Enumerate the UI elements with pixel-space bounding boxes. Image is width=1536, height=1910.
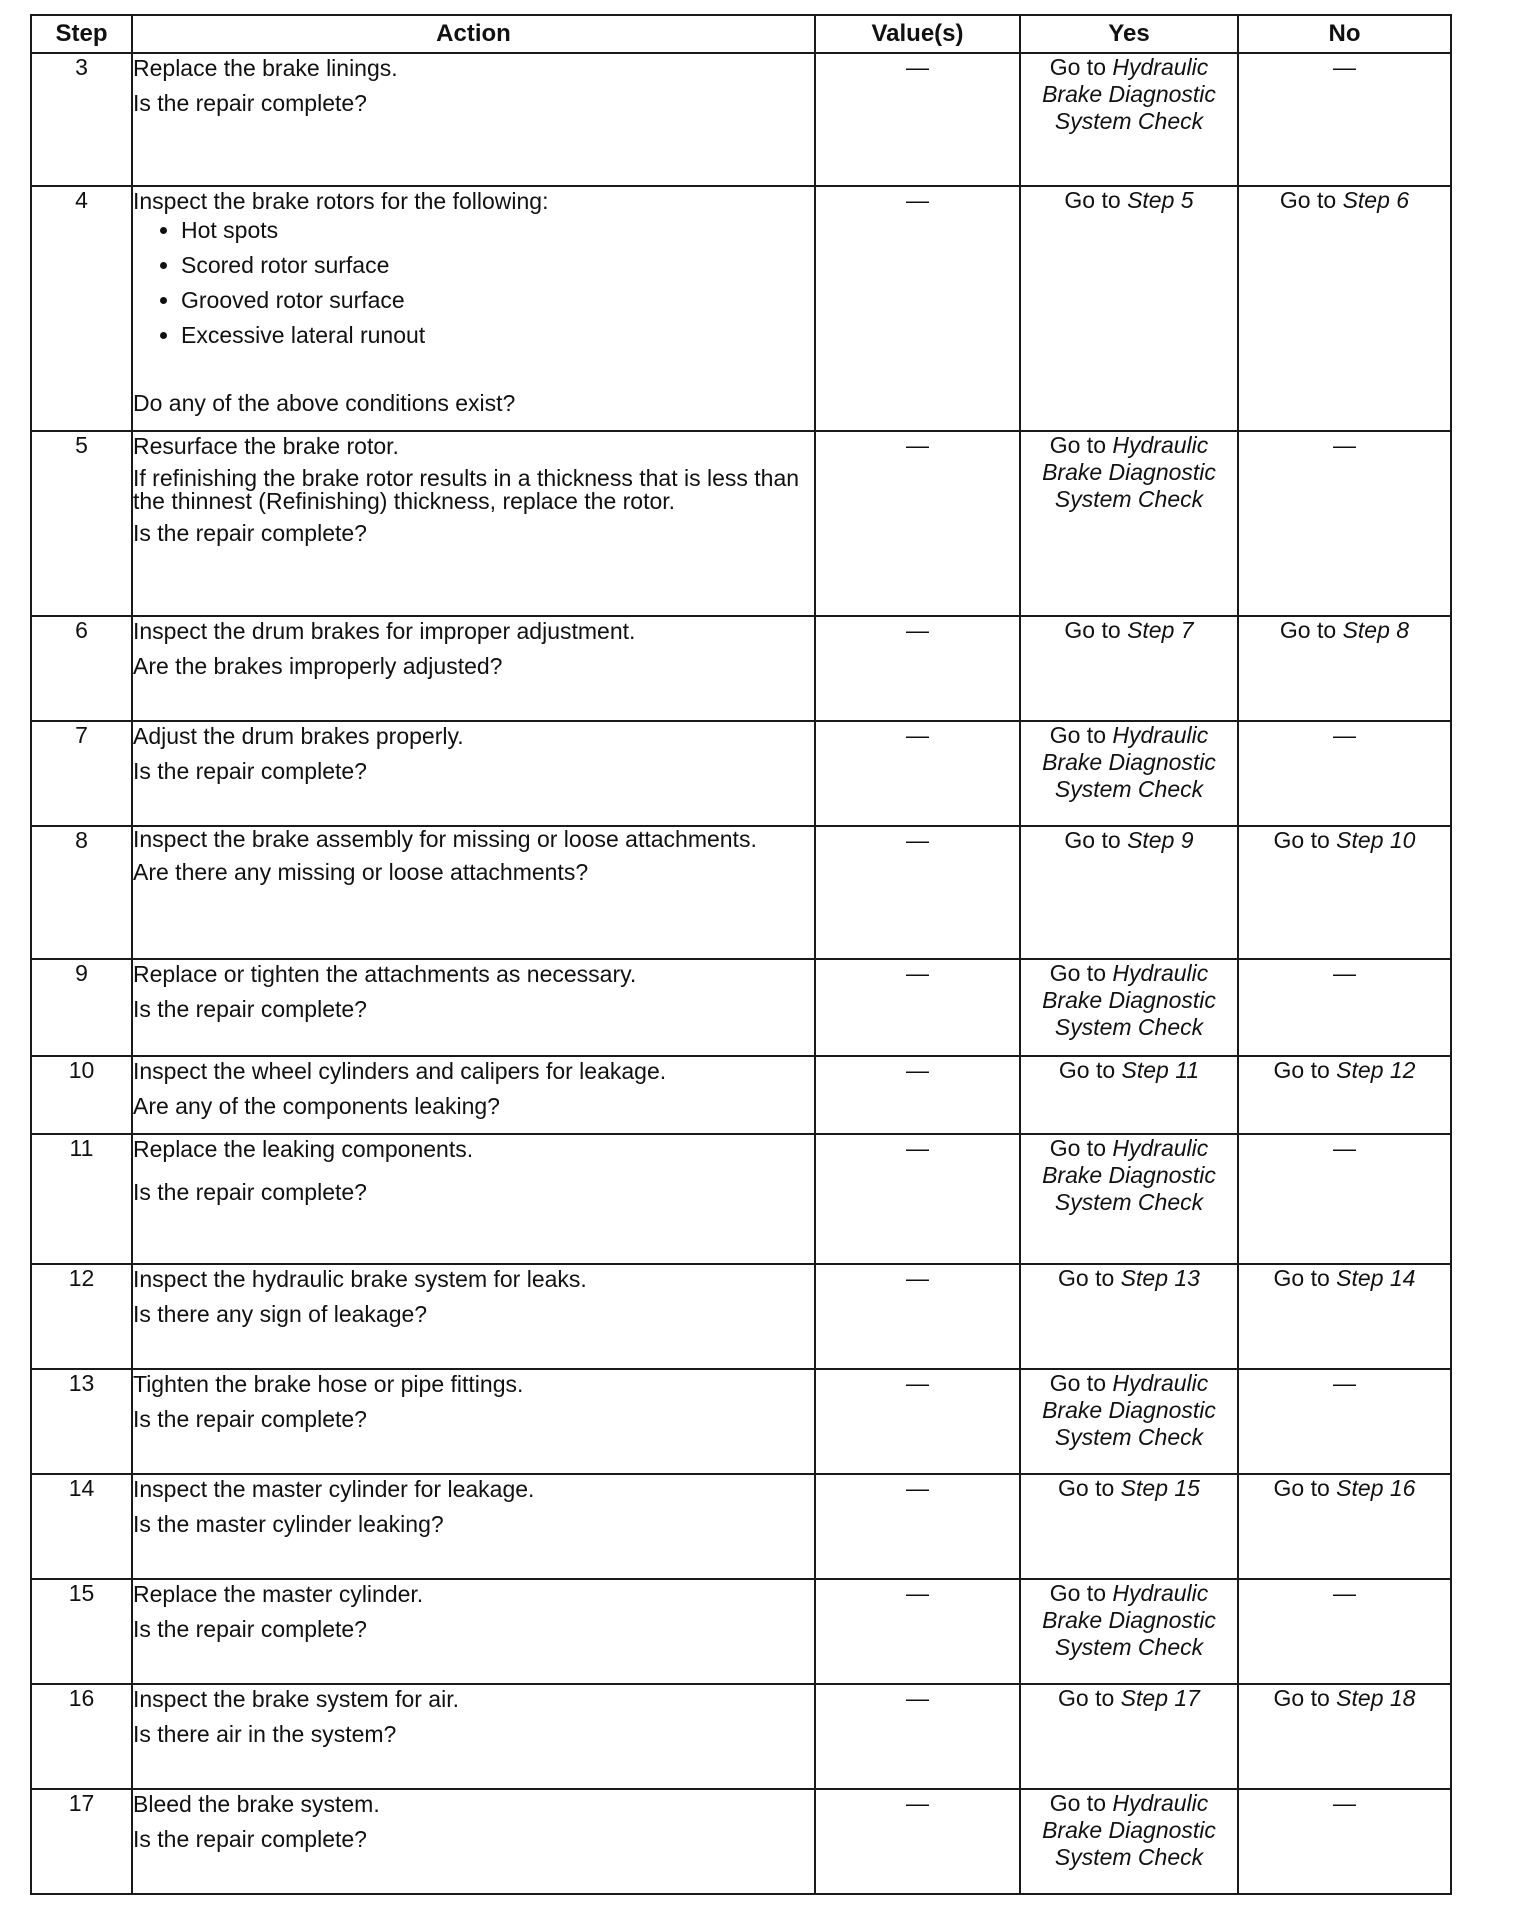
table-row <box>31 1474 1451 1579</box>
value-cell: — <box>815 826 1020 959</box>
action-question: Is the repair complete? <box>133 520 367 546</box>
yes-cell <box>1020 1579 1238 1684</box>
header-step: Step <box>31 15 132 53</box>
action-question: Are any of the components leaking? <box>133 1093 500 1119</box>
action-cell <box>132 959 815 1056</box>
value-cell: — <box>815 1789 1020 1894</box>
yes-goto: Go to <box>1058 1265 1115 1291</box>
no-cell <box>1238 1474 1451 1579</box>
yes-link[interactable]: Step 15 <box>1120 1475 1200 1501</box>
table-row <box>31 1579 1451 1684</box>
value-cell: — <box>815 1369 1020 1474</box>
diagnostic-table <box>30 14 1452 1895</box>
no-goto: Go to <box>1279 617 1337 643</box>
no-link[interactable]: Step 18 <box>1336 1685 1416 1711</box>
no-cell: — <box>1238 53 1451 186</box>
no-link[interactable]: Step 6 <box>1342 187 1410 213</box>
no-cell <box>1238 186 1451 431</box>
table-row <box>31 1264 1451 1369</box>
action-question: Is the repair complete? <box>133 758 367 784</box>
action-text: Inspect the brake system for air. <box>133 1686 459 1712</box>
yes-cell <box>1020 721 1238 826</box>
yes-cell <box>1020 826 1238 959</box>
action-text: Tighten the brake hose or pipe fittings. <box>133 1371 524 1397</box>
action-cell <box>132 1789 815 1894</box>
step-number: 5 <box>31 431 132 616</box>
yes-link[interactable]: Step 13 <box>1120 1265 1200 1291</box>
yes-cell <box>1020 53 1238 186</box>
yes-goto: Go to <box>1064 617 1121 643</box>
yes-goto: Go to <box>1049 1580 1106 1606</box>
step-number: 9 <box>31 959 132 1056</box>
no-cell: — <box>1238 1369 1451 1474</box>
action-text: Replace the brake linings. <box>133 55 398 81</box>
yes-goto: Go to <box>1058 1685 1115 1711</box>
yes-link[interactable]: Hydraulic Brake Diagnostic System Check <box>1042 960 1216 1040</box>
action-cell <box>132 186 815 431</box>
value-cell: — <box>815 1134 1020 1264</box>
yes-link[interactable]: Hydraulic Brake Diagnostic System Check <box>1042 54 1216 134</box>
value-cell: — <box>815 53 1020 186</box>
yes-goto: Go to <box>1049 722 1106 748</box>
action-text: Adjust the drum brakes properly. <box>133 723 464 749</box>
action-question: Are there any missing or loose attachments? <box>133 859 589 885</box>
condition-list <box>133 216 814 349</box>
action-cell <box>132 53 815 186</box>
list-item: • Grooved rotor surface <box>181 286 814 314</box>
no-cell: — <box>1238 1789 1451 1894</box>
yes-cell <box>1020 1134 1238 1264</box>
yes-goto: Go to <box>1049 432 1106 458</box>
header-yes: Yes <box>1020 15 1238 53</box>
yes-link[interactable]: Hydraulic Brake Diagnostic System Check <box>1042 1580 1216 1660</box>
table-row <box>31 616 1451 721</box>
action-text: Inspect the brake assembly for missing or loose attachments. <box>133 826 757 852</box>
table-row <box>31 1369 1451 1474</box>
action-question: Is there any sign of leakage? <box>133 1301 428 1327</box>
value-cell: — <box>815 431 1020 616</box>
yes-link[interactable]: Step 17 <box>1120 1685 1200 1711</box>
yes-cell <box>1020 1264 1238 1369</box>
action-cell <box>132 1264 815 1369</box>
action-text: Inspect the wheel cylinders and calipers for leakage. <box>133 1058 667 1084</box>
value-cell: — <box>815 1056 1020 1134</box>
action-cell <box>132 826 815 959</box>
no-cell <box>1238 1684 1451 1789</box>
table-row <box>31 431 1451 616</box>
yes-link[interactable]: Hydraulic Brake Diagnostic System Check <box>1042 432 1216 512</box>
step-number: 4 <box>31 186 132 431</box>
action-question: Are the brakes improperly adjusted? <box>133 653 503 679</box>
no-goto: Go to <box>1273 1475 1330 1501</box>
action-cell <box>132 1056 815 1134</box>
list-item: • Scored rotor surface <box>181 251 814 279</box>
value-cell: — <box>815 721 1020 826</box>
action-text: Resurface the brake rotor. <box>133 433 399 459</box>
step-number: 16 <box>31 1684 132 1789</box>
table-header-row <box>31 15 1451 53</box>
no-link[interactable]: Step 8 <box>1342 617 1410 643</box>
no-cell: — <box>1238 959 1451 1056</box>
action-cell <box>132 721 815 826</box>
step-number: 3 <box>31 53 132 186</box>
yes-cell <box>1020 1056 1238 1134</box>
yes-goto: Go to <box>1049 54 1106 80</box>
no-goto: Go to <box>1273 827 1330 853</box>
no-cell: — <box>1238 1134 1451 1264</box>
action-question: Is the repair complete? <box>133 1406 367 1432</box>
yes-cell <box>1020 1789 1238 1894</box>
step-number: 10 <box>31 1056 132 1134</box>
no-link[interactable]: Step 16 <box>1336 1475 1416 1501</box>
action-question: Is the repair complete? <box>133 1179 367 1205</box>
action-question: Is there air in the system? <box>133 1721 397 1747</box>
action-text: Replace the leaking components. <box>133 1136 474 1162</box>
table-row <box>31 1684 1451 1789</box>
header-action: Action <box>132 15 815 53</box>
table-row <box>31 1056 1451 1134</box>
value-cell: — <box>815 186 1020 431</box>
yes-cell <box>1020 616 1238 721</box>
action-question: Do any of the above conditions exist? <box>133 390 516 416</box>
action-question: Is the repair complete? <box>133 1826 367 1852</box>
action-text: Replace the master cylinder. <box>133 1581 424 1607</box>
no-cell: — <box>1238 721 1451 826</box>
step-number: 17 <box>31 1789 132 1894</box>
table-row <box>31 826 1451 959</box>
action-question: Is the repair complete? <box>133 1616 367 1642</box>
value-cell: — <box>815 959 1020 1056</box>
yes-goto: Go to <box>1058 1475 1115 1501</box>
step-number: 12 <box>31 1264 132 1369</box>
yes-goto: Go to <box>1049 1790 1106 1816</box>
yes-link[interactable]: Step 5 <box>1127 187 1194 213</box>
no-goto: Go to <box>1273 1685 1330 1711</box>
no-link[interactable]: Step 10 <box>1336 827 1416 853</box>
no-cell: — <box>1238 1579 1451 1684</box>
action-question: Is the repair complete? <box>133 996 367 1022</box>
list-item: • Hot spots <box>181 216 814 244</box>
step-number: 11 <box>31 1134 132 1264</box>
yes-link[interactable]: Hydraulic Brake Diagnostic System Check <box>1042 1135 1216 1215</box>
action-text: Replace or tighten the attachments as necessary. <box>133 961 637 987</box>
value-cell: — <box>815 1684 1020 1789</box>
action-question: Is the master cylinder leaking? <box>133 1511 444 1537</box>
value-cell: — <box>815 1579 1020 1684</box>
yes-goto: Go to <box>1058 1057 1116 1083</box>
no-goto: Go to <box>1273 1265 1330 1291</box>
step-number: 13 <box>31 1369 132 1474</box>
action-text: Inspect the brake rotors for the following: <box>133 188 549 214</box>
value-cell: — <box>815 616 1020 721</box>
list-item: • Excessive lateral runout <box>181 321 814 349</box>
yes-link[interactable]: Step 11 <box>1121 1057 1200 1083</box>
step-number: 8 <box>31 826 132 959</box>
yes-goto: Go to <box>1049 960 1106 986</box>
no-cell <box>1238 1264 1451 1369</box>
header-values: Value(s) <box>815 15 1020 53</box>
yes-link[interactable]: Step 9 <box>1127 827 1194 853</box>
value-cell: — <box>815 1264 1020 1369</box>
action-cell <box>132 431 815 616</box>
action-cell <box>132 1369 815 1474</box>
yes-cell <box>1020 959 1238 1056</box>
action-cell <box>132 1579 815 1684</box>
action-cell <box>132 1134 815 1264</box>
table-row <box>31 186 1451 431</box>
table-row <box>31 721 1451 826</box>
yes-cell <box>1020 1474 1238 1579</box>
no-cell <box>1238 1056 1451 1134</box>
no-goto: Go to <box>1273 1057 1330 1083</box>
action-question: Is the repair complete? <box>133 90 367 116</box>
step-number: 14 <box>31 1474 132 1579</box>
step-number: 6 <box>31 616 132 721</box>
yes-link[interactable]: Step 7 <box>1127 617 1194 643</box>
action-text: Inspect the hydraulic brake system for leaks. <box>133 1266 587 1292</box>
action-cell <box>132 1474 815 1579</box>
table-row <box>31 53 1451 186</box>
yes-link[interactable]: Hydraulic Brake Diagnostic System Check <box>1042 1790 1216 1870</box>
action-text: Inspect the drum brakes for improper adjustment. <box>133 618 636 644</box>
table-row <box>31 959 1451 1056</box>
yes-cell <box>1020 431 1238 616</box>
step-number: 7 <box>31 721 132 826</box>
yes-cell <box>1020 1684 1238 1789</box>
no-cell <box>1238 826 1451 959</box>
action-text: Inspect the master cylinder for leakage. <box>133 1476 535 1502</box>
no-link[interactable]: Step 14 <box>1336 1265 1416 1291</box>
yes-goto: Go to <box>1049 1135 1106 1161</box>
yes-link[interactable]: Hydraulic Brake Diagnostic System Check <box>1042 1370 1216 1450</box>
action-text: If refinishing the brake rotor results in a thickness that is less than the thinnest (Refinishing) thickness, replace the rotor. <box>133 465 800 514</box>
yes-cell <box>1020 1369 1238 1474</box>
no-goto: Go to <box>1279 187 1337 213</box>
action-text: Bleed the brake system. <box>133 1791 380 1817</box>
yes-link[interactable]: Hydraulic Brake Diagnostic System Check <box>1042 722 1216 802</box>
yes-goto: Go to <box>1064 187 1121 213</box>
table-row <box>31 1134 1451 1264</box>
header-no: No <box>1238 15 1451 53</box>
yes-cell <box>1020 186 1238 431</box>
no-link[interactable]: Step 12 <box>1336 1057 1416 1083</box>
action-cell <box>132 616 815 721</box>
step-number: 15 <box>31 1579 132 1684</box>
action-cell <box>132 1684 815 1789</box>
yes-goto: Go to <box>1064 827 1121 853</box>
table-row <box>31 1789 1451 1894</box>
yes-goto: Go to <box>1049 1370 1106 1396</box>
no-cell: — <box>1238 431 1451 616</box>
no-cell <box>1238 616 1451 721</box>
value-cell: — <box>815 1474 1020 1579</box>
